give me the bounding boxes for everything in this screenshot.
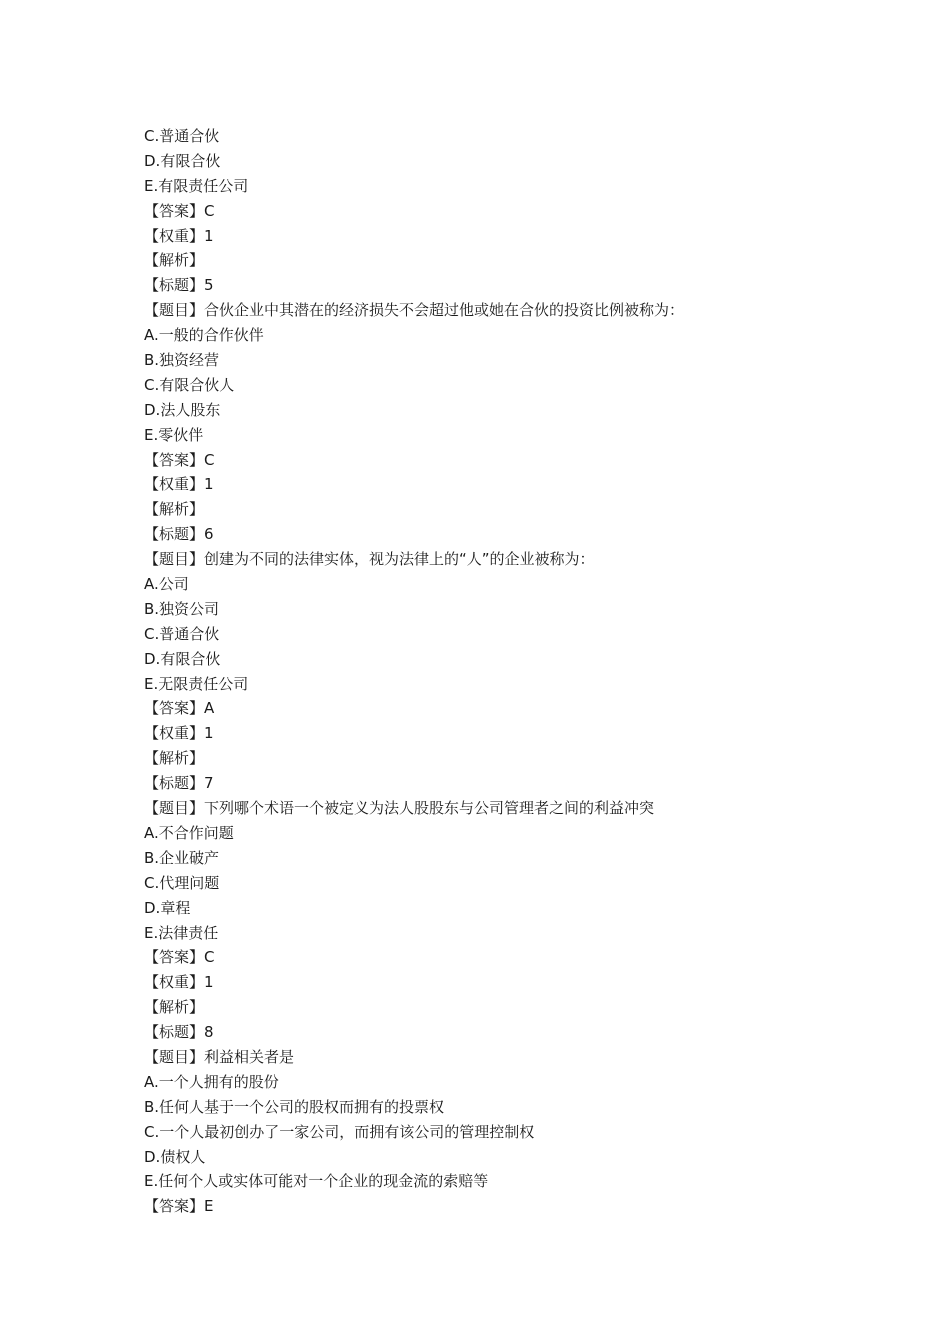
answer-option: C.代理问题 [144, 873, 220, 892]
answer-option: C.普通合伙 [144, 624, 220, 643]
answer-option: E.任何个人或实体可能对一个企业的现金流的索赔等 [144, 1172, 489, 1191]
explanation-line: 【解析】 [144, 998, 205, 1017]
weight-line: 【权重】1 [144, 973, 214, 992]
weight-line: 【权重】1 [144, 475, 214, 494]
answer-option: D.债权人 [144, 1147, 206, 1166]
answer-line: 【答案】C [144, 948, 215, 967]
answer-option: A.不合作问题 [144, 823, 234, 842]
answer-option: B.独资公司 [144, 599, 220, 618]
answer-option: E.有限责任公司 [144, 176, 249, 195]
answer-option: D.有限合伙 [144, 151, 221, 170]
answer-option: E.法律责任 [144, 923, 219, 942]
answer-line: 【答案】C [144, 450, 215, 469]
answer-line: 【答案】C [144, 201, 215, 220]
weight-line: 【权重】1 [144, 724, 214, 743]
answer-option: E.零伙伴 [144, 425, 204, 444]
answer-option: A.一个人拥有的股份 [144, 1072, 279, 1091]
question-number-line: 【标题】8 [144, 1023, 214, 1042]
answer-option: E.无限责任公司 [144, 674, 249, 693]
answer-option: A.一般的合作伙伴 [144, 326, 264, 345]
answer-option: D.法人股东 [144, 400, 221, 419]
explanation-line: 【解析】 [144, 749, 205, 768]
answer-line: 【答案】E [144, 1197, 214, 1216]
answer-option: C.一个人最初创办了一家公司，而拥有该公司的管理控制权 [144, 1122, 535, 1141]
explanation-line: 【解析】 [144, 500, 205, 519]
explanation-line: 【解析】 [144, 251, 205, 270]
question-number-line: 【标题】7 [144, 774, 214, 793]
question-text: 【题目】合伙企业中其潜在的经济损失不会超过他或她在合伙的投资比例被称为： [144, 301, 685, 320]
answer-option: B.独资经营 [144, 351, 220, 370]
answer-option: B.任何人基于一个公司的股权而拥有的投票权 [144, 1097, 445, 1116]
answer-option: D.有限合伙 [144, 649, 221, 668]
document-body [144, 124, 844, 1219]
answer-option: C.普通合伙 [144, 127, 220, 145]
answer-option: A.公司 [144, 575, 189, 594]
question-text: 【题目】下列哪个术语一个被定义为法人股股东与公司管理者之间的利益冲突 [144, 799, 655, 818]
question-number-line: 【标题】5 [144, 276, 214, 295]
answer-option: D.章程 [144, 898, 191, 917]
answer-option: C.有限合伙人 [144, 375, 235, 394]
question-number-line: 【标题】6 [144, 525, 214, 544]
weight-line: 【权重】1 [144, 226, 214, 245]
question-text: 【题目】利益相关者是 [144, 1047, 295, 1066]
answer-line: 【答案】A [144, 699, 215, 718]
answer-option: B.企业破产 [144, 848, 220, 867]
question-text: 【题目】创建为不同的法律实体，视为法律上的“人”的企业被称为： [144, 550, 595, 569]
